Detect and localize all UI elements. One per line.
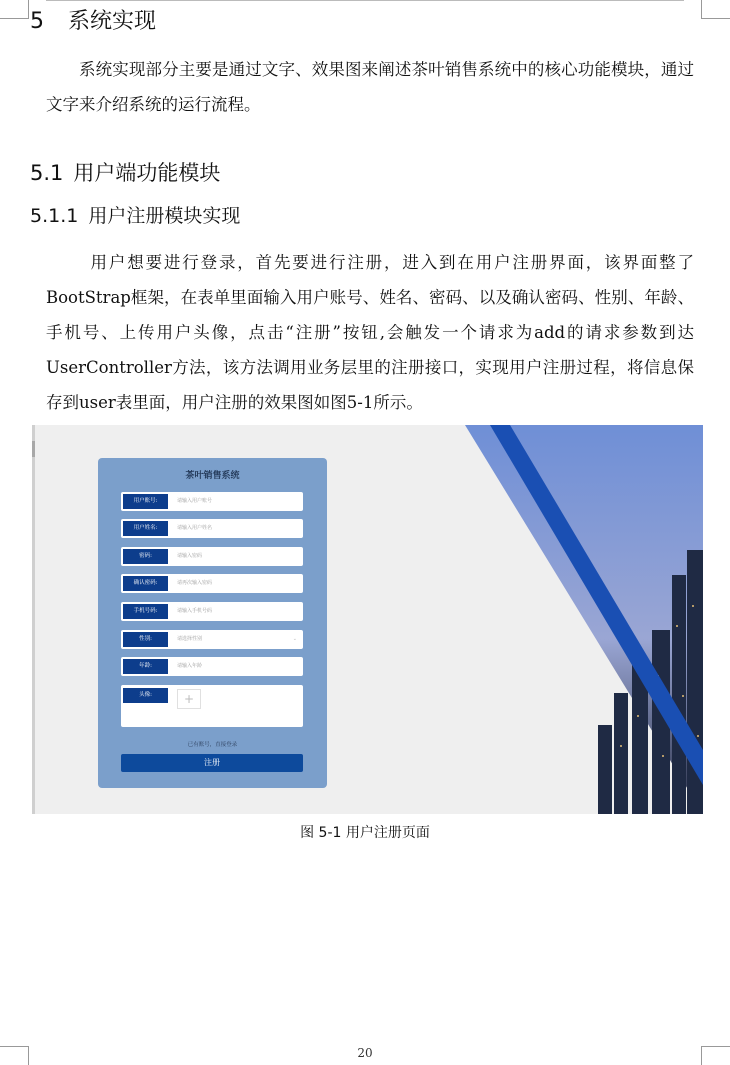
section-number: 5 — [30, 9, 44, 34]
username-field[interactable] — [121, 492, 303, 511]
subsubsection-heading — [30, 201, 240, 228]
name-field[interactable] — [121, 519, 303, 538]
confirm-password-field[interactable] — [121, 574, 303, 593]
phone-placeholder: 请输入手机号码 — [177, 608, 213, 614]
subsection-number: 5.1 — [30, 161, 64, 185]
avatar-label: 头像: — [123, 688, 168, 703]
name-label: 用户姓名: — [123, 521, 168, 536]
password-label: 密码: — [123, 549, 168, 564]
section-title: 系统实现 — [68, 9, 157, 34]
registration-screenshot-figure — [32, 425, 703, 814]
gender-select[interactable] — [121, 630, 303, 649]
avatar-field — [121, 685, 303, 727]
subsection-title: 用户端功能模块 — [73, 161, 221, 185]
upload-plus-icon[interactable]: + — [177, 689, 201, 709]
confirm-password-placeholder: 请再次输入密码 — [177, 580, 213, 586]
body-paragraph: 用户想要进行登录，首先要进行注册，进入到在用户注册界面，该界面整了BootStrap框架，在表单里面输入用户账号、姓名、密码、以及确认密码、性别、年龄、手机号、上传用户头像，点击“注册”按钮,会触发一个请求为add的请求参数到达UserController方法，该方法调用业务层里的注册接口，实现用户注册过程，将信息保存到user表里面，用户注册的效果图如图5-1所示。 — [46, 253, 694, 412]
header-rule — [46, 0, 684, 1]
password-field[interactable] — [121, 547, 303, 566]
password-placeholder: 请输入密码 — [177, 553, 203, 559]
crop-mark-top-left — [0, 0, 29, 19]
login-link[interactable]: 已有账号，直接登录 — [187, 742, 238, 748]
username-placeholder: 请输入用户账号 — [177, 498, 213, 504]
age-field[interactable] — [121, 657, 303, 676]
crop-mark-top-right — [701, 0, 730, 19]
subsection-heading — [30, 157, 220, 187]
form-title: 茶叶销售系统 — [185, 471, 240, 481]
age-label: 年龄: — [123, 659, 168, 674]
section-heading — [30, 4, 156, 35]
register-button[interactable]: 注册 — [121, 754, 303, 772]
chevron-down-icon: ⌄ — [292, 636, 297, 642]
gender-label: 性别: — [123, 632, 168, 647]
gender-placeholder: 请选择性别 — [177, 636, 203, 642]
phone-label: 手机号码: — [123, 604, 168, 619]
figure-caption: 图 5-1 用户注册页面 — [300, 825, 430, 841]
intro-paragraph: 系统实现部分主要是通过文字、效果图来阐述茶叶销售系统中的核心功能模块，通过文字来介绍系统的运行流程。 — [46, 60, 694, 114]
name-placeholder: 请输入用户姓名 — [177, 525, 213, 531]
confirm-password-label: 确认密码: — [123, 576, 168, 591]
registration-form — [98, 458, 327, 788]
age-placeholder: 请输入年龄 — [177, 663, 203, 669]
subsubsection-title: 用户注册模块实现 — [88, 205, 241, 227]
subsubsection-number: 5.1.1 — [30, 205, 79, 227]
phone-field[interactable] — [121, 602, 303, 621]
username-label: 用户账号: — [123, 494, 168, 509]
page-number: 20 — [357, 1046, 373, 1060]
